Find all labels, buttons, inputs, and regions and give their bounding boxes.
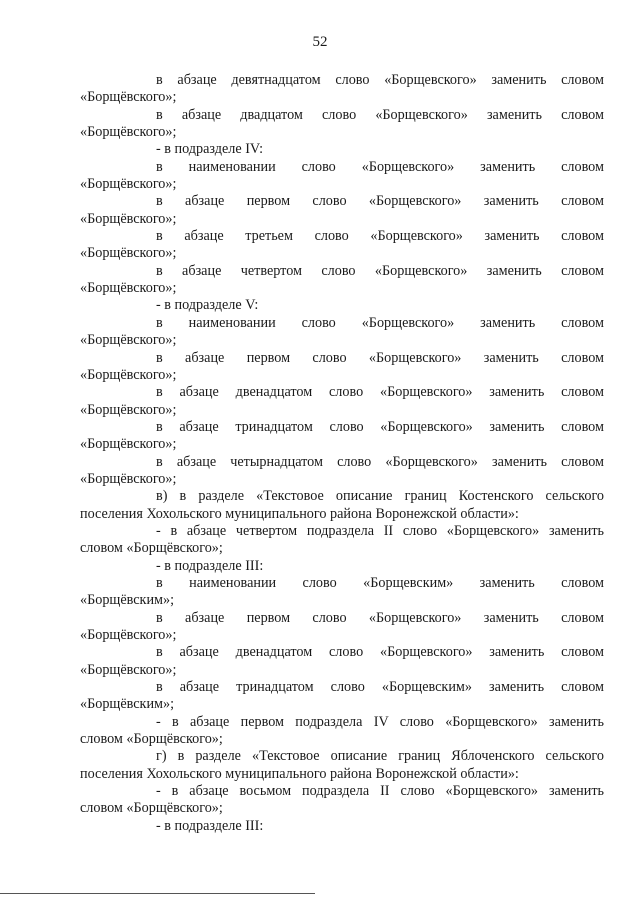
paragraph-continuation: «Борщёвским»; bbox=[80, 696, 175, 713]
paragraph-first-line: в абзаце двенадцатом слово «Борщевского» заменить словом bbox=[156, 644, 604, 661]
paragraph bbox=[80, 644, 604, 679]
paragraph-continuation: «Борщёвского»; bbox=[80, 627, 177, 643]
paragraph bbox=[118, 818, 604, 835]
paragraph bbox=[80, 262, 604, 298]
paragraph bbox=[80, 453, 604, 489]
paragraph-first-line: в абзаце тринадцатом слово «Борщевского» заменить словом bbox=[156, 418, 604, 435]
paragraph-continuation: словом «Борщёвского»; bbox=[80, 540, 223, 557]
paragraph-continuation: поселения Хохольского муниципального района Воронежской области»: bbox=[80, 505, 519, 522]
paragraph-first-line: в абзаце четырнадцатом слово «Борщевского» заменить словом bbox=[156, 453, 604, 470]
page-number: 52 bbox=[312, 34, 328, 50]
paragraph-continuation: «Борщёвского»; bbox=[80, 332, 177, 349]
paragraph bbox=[80, 679, 604, 714]
paragraph bbox=[118, 297, 604, 314]
paragraph-first-line: в абзаце двенадцатом слово «Борщевского» заменить словом bbox=[156, 384, 604, 401]
paragraph bbox=[80, 748, 604, 783]
paragraph-continuation: «Борщёвского»; bbox=[80, 245, 177, 262]
paragraph bbox=[80, 228, 604, 263]
paragraph-continuation: словом «Борщёвского»; bbox=[80, 731, 223, 748]
paragraph-continuation: «Борщёвского»; bbox=[80, 661, 177, 678]
paragraph-continuation: «Борщёвского»; bbox=[80, 401, 177, 418]
paragraph-continuation: «Борщёвского»; bbox=[80, 210, 177, 227]
paragraph-first-line: - в абзаце четвертом подраздела II слово «Борщевского» заменить bbox=[156, 522, 604, 539]
paragraph bbox=[80, 158, 604, 194]
paragraph bbox=[80, 713, 604, 749]
paragraph-first-line: в абзаце третьем слово «Борщевского» заменить словом bbox=[156, 228, 604, 245]
paragraph-first-line: - в абзаце первом подраздела IV слово «Борщевского» заменить bbox=[156, 713, 604, 730]
paragraph-continuation: словом «Борщёвского»; bbox=[80, 800, 223, 817]
paragraph-first-line: в абзаце первом слово «Борщевского» заменить словом bbox=[156, 609, 604, 626]
paragraph bbox=[80, 314, 604, 350]
paragraph-first-line: в абзаце первом слово «Борщевского» заменить словом bbox=[156, 349, 604, 366]
paragraph bbox=[118, 141, 604, 158]
paragraph bbox=[80, 349, 604, 385]
paragraph bbox=[80, 783, 604, 818]
paragraph-first-line: в абзаце девятнадцатом слово «Борщевского» заменить словом bbox=[156, 72, 604, 88]
paragraph-first-line: г) в разделе «Текстовое описание границ Яблоченского сельского bbox=[156, 748, 604, 765]
paragraph-first-line: - в подразделе III: bbox=[156, 817, 264, 834]
paragraph-continuation: «Борщёвского»; bbox=[80, 124, 177, 141]
paragraph bbox=[80, 418, 604, 454]
paragraph bbox=[80, 72, 604, 107]
paragraph-continuation: «Борщёвского»; bbox=[80, 89, 177, 106]
paragraph bbox=[80, 193, 604, 228]
paragraph-first-line: - в подразделе IV: bbox=[156, 141, 264, 158]
paragraph-continuation: «Борщёвского»; bbox=[80, 470, 177, 487]
paragraph-first-line: в наименовании слово «Борщевским» заменить словом bbox=[156, 574, 604, 591]
paragraph-continuation: поселения Хохольского муниципального района Воронежской области»: bbox=[80, 765, 519, 782]
paragraph bbox=[80, 522, 604, 558]
paragraph-first-line: в наименовании слово «Борщевского» заменить словом bbox=[156, 314, 604, 331]
paragraph-first-line: - в абзаце восьмом подраздела II слово «Борщевского» заменить bbox=[156, 783, 604, 800]
paragraph-first-line: в наименовании слово «Борщевского» заменить словом bbox=[156, 158, 604, 175]
paragraph bbox=[80, 384, 604, 419]
paragraph bbox=[118, 558, 604, 575]
document-body bbox=[80, 72, 604, 835]
paragraph bbox=[80, 106, 604, 142]
paragraph-first-line: в) в разделе «Текстовое описание границ Костенского сельского bbox=[156, 488, 604, 505]
paragraph-first-line: - в подразделе III: bbox=[156, 557, 264, 574]
paragraph-continuation: «Борщёвского»; bbox=[80, 280, 177, 297]
paragraph-first-line: в абзаце двадцатом слово «Борщевского» заменить словом bbox=[156, 106, 604, 123]
paragraph-continuation: «Борщёвским»; bbox=[80, 592, 175, 609]
paragraph-first-line: в абзаце первом слово «Борщевского» заменить словом bbox=[156, 193, 604, 210]
paragraph-continuation: «Борщёвского»; bbox=[80, 366, 177, 383]
paragraph-first-line: в абзаце четвертом слово «Борщевского» заменить словом bbox=[156, 262, 604, 279]
paragraph-first-line: в абзаце тринадцатом слово «Борщевским» заменить словом bbox=[156, 679, 604, 696]
paragraph bbox=[80, 488, 604, 523]
paragraph-continuation: «Борщёвского»; bbox=[80, 176, 177, 193]
paragraph bbox=[80, 609, 604, 645]
bottom-divider bbox=[0, 893, 315, 894]
paragraph bbox=[80, 574, 604, 610]
paragraph-first-line: - в подразделе V: bbox=[156, 297, 259, 314]
paragraph-continuation: «Борщёвского»; bbox=[80, 436, 177, 453]
